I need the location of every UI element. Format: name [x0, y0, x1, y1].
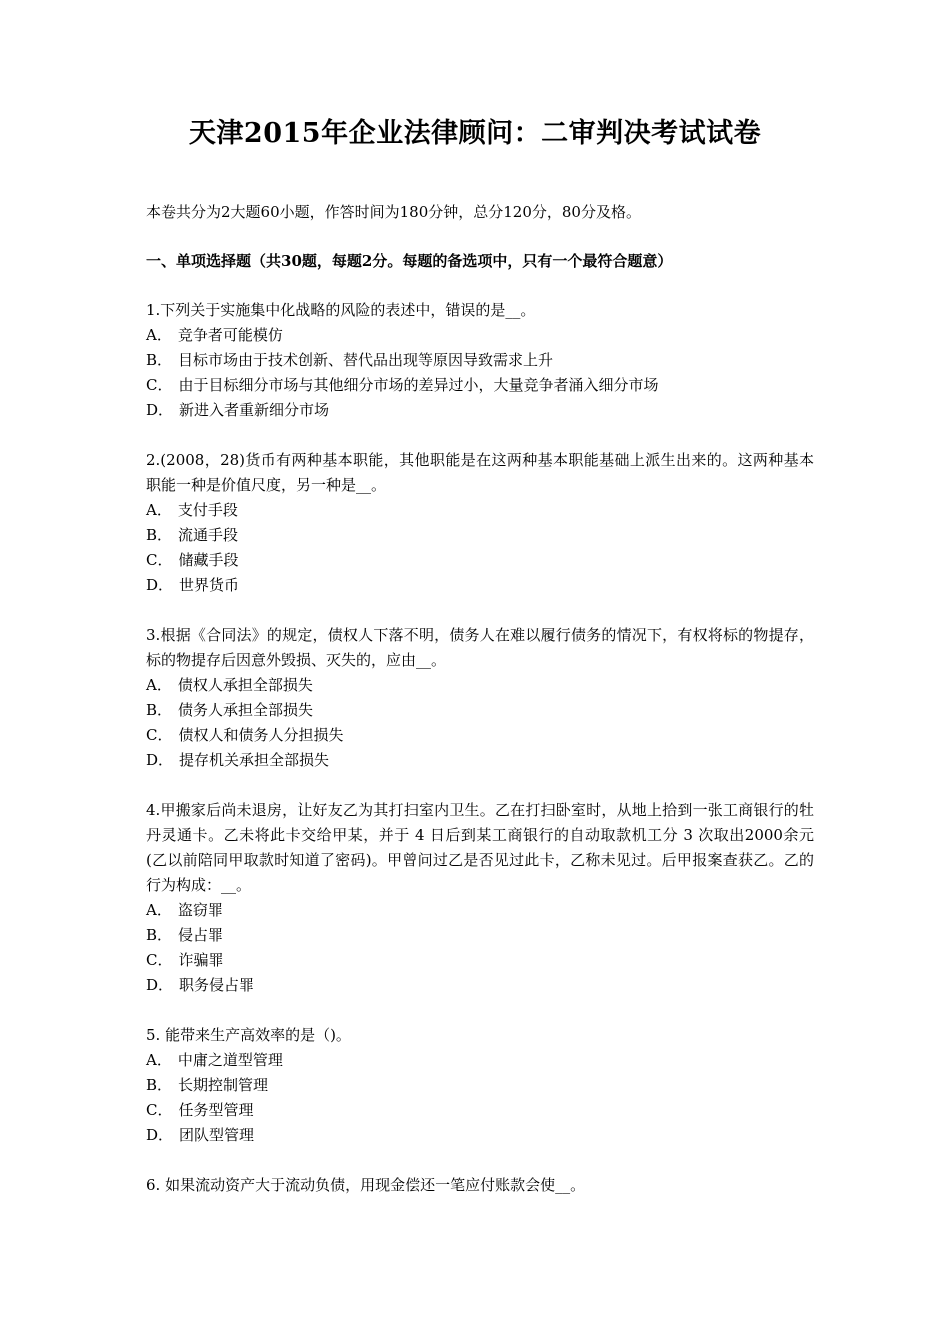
- option-b: [146, 348, 814, 373]
- option-d: [146, 973, 814, 998]
- option-text: 债务人承担全部损失: [178, 701, 314, 719]
- option-letter: B．: [146, 701, 173, 719]
- option-letter: C．: [146, 551, 173, 569]
- option-text: 盗窃罪: [177, 901, 223, 919]
- option-letter: D．: [146, 1126, 174, 1144]
- option-text: 诈骗罪: [178, 951, 224, 969]
- option-letter: C．: [146, 726, 173, 744]
- option-text: 流通手段: [178, 526, 239, 544]
- option-letter: C．: [146, 1101, 173, 1119]
- option-letter: C．: [146, 376, 173, 394]
- option-d: [146, 398, 814, 423]
- option-list: [146, 898, 814, 998]
- option-letter: A．: [146, 1051, 172, 1069]
- option-text: 竞争者可能模仿: [177, 326, 283, 344]
- option-a: [146, 673, 814, 698]
- option-b: [146, 923, 814, 948]
- option-list: [146, 323, 814, 423]
- exam-intro: 本卷共分为2大题60小题，作答时间为180分钟，总分120分，80分及格。: [146, 203, 641, 221]
- option-c: [146, 548, 814, 573]
- question-stem: 3.根据《合同法》的规定，债权人下落不明，债务人在难以履行债务的情况下，有权将标的物提存，标的物提存后因意外毁损、灭失的，应由__。: [146, 626, 814, 669]
- option-letter: A．: [146, 326, 172, 344]
- option-a: [146, 1048, 814, 1073]
- option-text: 世界货币: [179, 576, 240, 594]
- question-list: [146, 298, 814, 1223]
- option-list: [146, 673, 814, 773]
- option-letter: D．: [146, 751, 174, 769]
- option-b: [146, 523, 814, 548]
- option-a: [146, 498, 814, 523]
- option-list: [146, 498, 814, 598]
- question-stem: 1.下列关于实施集中化战略的风险的表述中，错误的是__。: [146, 301, 536, 319]
- question-stem: 4.甲搬家后尚未退房，让好友乙为其打扫室内卫生。乙在打扫卧室时，从地上拾到一张工商银行的牡丹灵通卡。乙未将此卡交给甲某，并于 4 日后到某工商银行的自动取款机工分 3 次取出2000余元 (乙以前陪同甲取款时知道了密码)。甲曾问过乙是否见过此卡，乙称未见过。后甲报案查获乙。乙的行为构成：__。: [146, 801, 814, 894]
- option-text: 储藏手段: [178, 551, 239, 569]
- question-4: [146, 798, 814, 998]
- option-text: 中庸之道型管理: [177, 1051, 283, 1069]
- option-letter: B．: [146, 526, 173, 544]
- option-text: 债权人承担全部损失: [177, 676, 313, 694]
- option-text: 支付手段: [177, 501, 238, 519]
- option-text: 侵占罪: [178, 926, 224, 944]
- option-list: [146, 1048, 814, 1148]
- option-letter: D．: [146, 976, 174, 994]
- option-c: [146, 373, 814, 398]
- option-text: 职务侵占罪: [179, 976, 255, 994]
- question-stem: 6. 如果流动资产大于流动负债，用现金偿还一笔应付账款会使__。: [146, 1176, 586, 1194]
- option-letter: A．: [146, 501, 172, 519]
- option-text: 团队型管理: [179, 1126, 255, 1144]
- option-letter: B．: [146, 926, 173, 944]
- option-text: 新进入者重新细分市场: [179, 401, 330, 419]
- option-text: 任务型管理: [178, 1101, 254, 1119]
- option-b: [146, 1073, 814, 1098]
- option-text: 债权人和债务人分担损失: [178, 726, 344, 744]
- question-stem: 2.(2008，28)货币有两种基本职能，其他职能是在这两种基本职能基础上派生出来的。这两种基本职能一种是价值尺度，另一种是__。: [146, 451, 814, 494]
- option-text: 由于目标细分市场与其他细分市场的差异过小，大量竞争者涌入细分市场: [178, 376, 659, 394]
- section-heading: 一、单项选择题（共30题，每题2分。每题的备选项中，只有一个最符合题意）: [146, 252, 673, 270]
- option-letter: B．: [146, 351, 173, 369]
- option-text: 提存机关承担全部损失: [179, 751, 330, 769]
- option-d: [146, 748, 814, 773]
- question-5: [146, 1023, 814, 1148]
- option-text: 目标市场由于技术创新、替代品出现等原因导致需求上升: [178, 351, 554, 369]
- option-letter: D．: [146, 576, 174, 594]
- option-c: [146, 948, 814, 973]
- question-stem: 5. 能带来生产高效率的是（)。: [146, 1026, 351, 1044]
- option-c: [146, 723, 814, 748]
- question-1: [146, 298, 814, 423]
- option-letter: A．: [146, 676, 172, 694]
- option-letter: B．: [146, 1076, 173, 1094]
- option-text: 长期控制管理: [178, 1076, 269, 1094]
- option-letter: D．: [146, 401, 174, 419]
- question-6: [146, 1173, 814, 1198]
- option-letter: C．: [146, 951, 173, 969]
- question-2: [146, 448, 814, 598]
- option-b: [146, 698, 814, 723]
- page-title: 天津2015年企业法律顾问：二审判决考试试卷: [188, 118, 762, 149]
- option-c: [146, 1098, 814, 1123]
- option-a: [146, 898, 814, 923]
- question-3: [146, 623, 814, 773]
- option-d: [146, 1123, 814, 1148]
- option-letter: A．: [146, 901, 172, 919]
- option-d: [146, 573, 814, 598]
- option-a: [146, 323, 814, 348]
